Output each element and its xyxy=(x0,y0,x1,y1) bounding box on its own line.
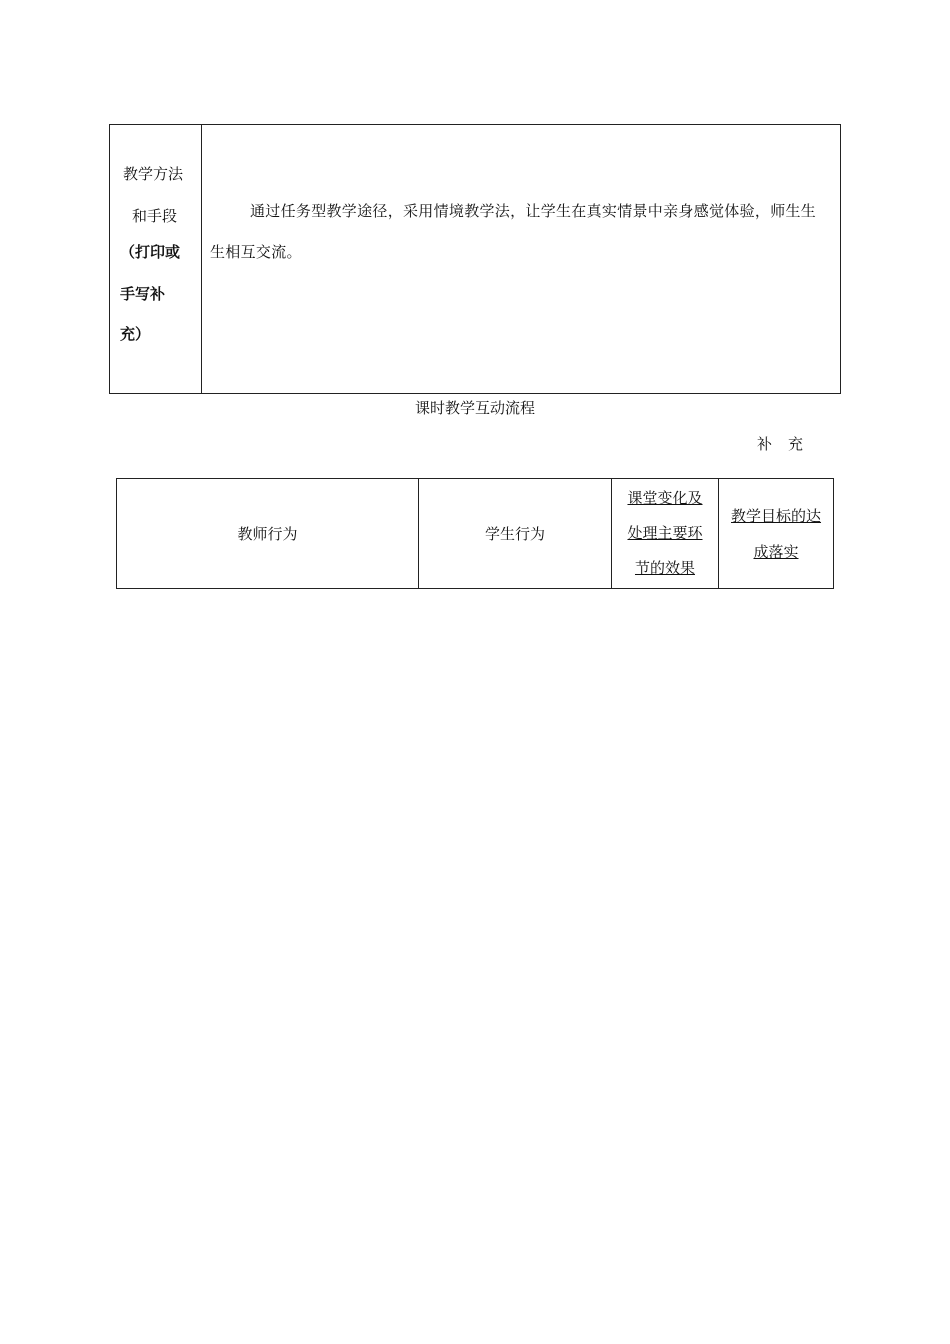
flow-section-title: 课时教学互动流程 xyxy=(414,399,535,417)
teaching-method-content-cell xyxy=(202,125,840,393)
column-student-behavior xyxy=(419,479,612,588)
supplement-label: 补充 xyxy=(757,435,820,453)
column-student-behavior-label: 学生行为 xyxy=(484,525,545,543)
column-classroom-changes xyxy=(612,479,719,588)
column-goal-achievement xyxy=(719,479,833,588)
method-label-line-3: （打印或 xyxy=(120,243,181,261)
column-teacher-behavior-label: 教师行为 xyxy=(237,525,298,543)
teaching-method-label-cell xyxy=(110,125,202,393)
method-label-line-4: 手写补 xyxy=(120,285,166,303)
method-label-line-2: 和手段 xyxy=(132,207,178,225)
interaction-flow-table xyxy=(116,478,834,589)
teaching-method-table xyxy=(109,124,841,394)
column-teacher-behavior xyxy=(117,479,419,588)
column-classroom-changes-label: 课堂变化及处理主要环节的效果 xyxy=(627,489,703,577)
method-label-line-5: 充） xyxy=(120,325,151,343)
method-label-line-1: 教学方法 xyxy=(123,165,184,183)
teaching-method-content: 通过任务型教学途径，采用情境教学法，让学生在真实情景中亲身感觉体验，师生生生相互交流。 xyxy=(210,202,817,261)
column-goal-achievement-label: 教学目标的达成落实 xyxy=(731,506,822,561)
